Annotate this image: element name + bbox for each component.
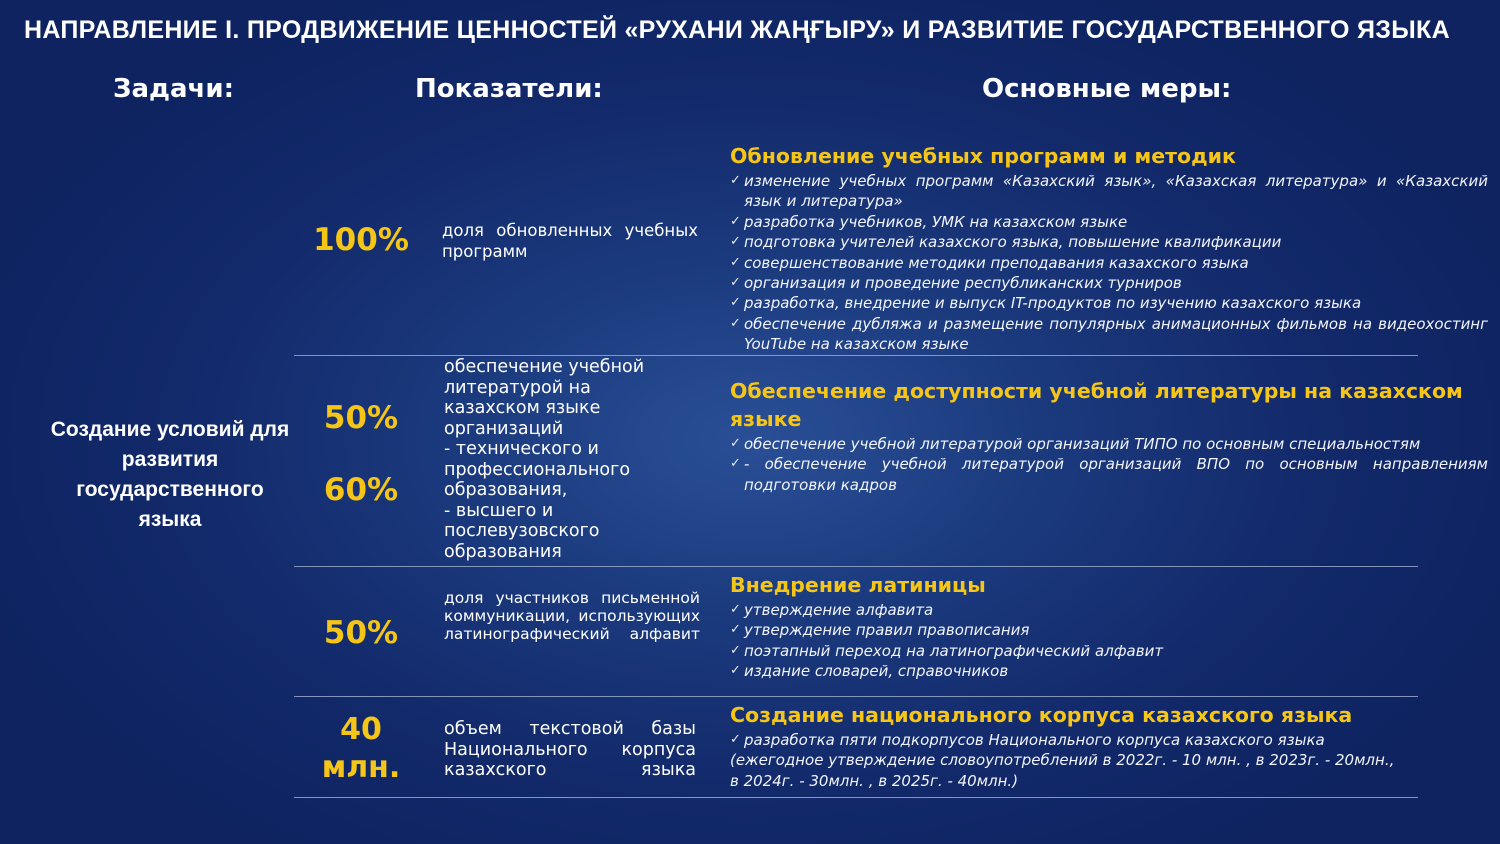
- measure-block: [730, 377, 1488, 495]
- measure-title: Обновление учебных программ и методик: [730, 144, 1236, 168]
- measure-title: Обеспечение доступности учебной литературы на казахском языке: [730, 379, 1463, 431]
- check-icon: ✓: [730, 315, 741, 331]
- indicator-unit: млн.: [321, 750, 401, 785]
- check-icon: ✓: [730, 436, 741, 451]
- indicator-line: послевузовского: [444, 521, 600, 541]
- measure-item: [730, 434, 1488, 454]
- measure-block: [730, 701, 1488, 791]
- check-icon: ✓: [730, 642, 741, 658]
- measure-item: [730, 730, 1488, 750]
- measure-item: [730, 661, 1488, 681]
- measure-item-text: обеспечение учебной литературой организаций ТИПО по основным специальностям: [744, 435, 1421, 453]
- measure-item: [730, 600, 1488, 620]
- indicator-line: образования,: [444, 480, 568, 500]
- indicator-text: объем текстовой базы Национального корпуса казахского языка: [444, 719, 696, 780]
- indicator-value: 50%: [323, 615, 399, 651]
- row-divider: [294, 566, 1418, 567]
- indicator-text: [444, 357, 700, 562]
- indicator-line: - высшего и: [444, 500, 554, 521]
- check-icon: ✓: [730, 732, 741, 747]
- measure-item: [730, 212, 1488, 232]
- measure-item: [730, 232, 1488, 252]
- measure-item-text: организация и проведение республиканских турниров: [744, 274, 1182, 293]
- measure-item: [730, 273, 1488, 293]
- measure-note-line: (ежегодное утверждение словоупотреблений в 2022г. - 10 млн. , в 2023г. - 20млн.,: [730, 751, 1395, 770]
- measure-item-text: обеспечение дубляжа и размещение популярных анимационных фильмов на видеохостинг YouTube на казахском языке: [744, 314, 1488, 354]
- indicator-line: казахском языке: [444, 398, 601, 418]
- indicator-text: доля обновленных учебных программ: [442, 221, 698, 261]
- indicator-line: литературой на: [444, 377, 591, 398]
- measure-title: Создание национального корпуса казахского языка: [730, 703, 1353, 727]
- measure-item-text: разработка, внедрение и выпуск IT-продуктов по изучению казахского языка: [744, 294, 1362, 313]
- indicator-value: 40: [340, 712, 382, 747]
- check-icon: ✓: [730, 295, 741, 311]
- indicator-value: 60%: [323, 472, 399, 508]
- indicator-line: - технического и: [444, 439, 599, 459]
- column-header-measures: Основные меры:: [982, 74, 1232, 104]
- indicator-text: доля участников письменной коммуникации, использующих латинографический алфавит: [444, 589, 700, 643]
- check-icon: ✓: [730, 456, 741, 472]
- measure-item: [730, 253, 1488, 273]
- measure-item-text: утверждение правил правописания: [744, 621, 1030, 640]
- measure-block: [730, 142, 1488, 355]
- indicator-line: организаций: [444, 418, 564, 439]
- column-header-indicators: Показатели:: [415, 74, 603, 104]
- measure-item-text: изменение учебных программ «Казахский язык», «Казахская литература» и «Казахский язык и литература»: [744, 172, 1488, 211]
- measure-item: [730, 314, 1488, 355]
- check-icon: ✓: [730, 254, 741, 270]
- indicator-value: 50%: [323, 400, 399, 436]
- measure-note-line: в 2024г. - 30млн. , в 2025г. - 40млн.): [730, 771, 1019, 790]
- measure-item: [730, 454, 1488, 495]
- check-icon: ✓: [730, 663, 741, 679]
- measure-item: [730, 171, 1488, 212]
- measure-list: [730, 171, 1488, 355]
- measure-title: Внедрение латиницы: [730, 573, 986, 597]
- task-text: Создание условий для развития государственного языка: [50, 418, 290, 531]
- indicator-line: профессионального: [444, 459, 631, 480]
- check-icon: ✓: [730, 173, 741, 188]
- measure-item-text: совершенствование методики преподавания казахского языка: [744, 253, 1249, 272]
- measure-item-text: издание словарей, справочников: [744, 662, 1009, 681]
- indicator-line: образования: [444, 541, 562, 562]
- page-title: НАПРАВЛЕНИЕ I. ПРОДВИЖЕНИЕ ЦЕННОСТЕЙ «РУХАНИ ЖАҢҒЫРУ» И РАЗВИТИЕ ГОСУДАРСТВЕННОГО ЯЗЫКА: [24, 16, 1450, 44]
- row-divider: [294, 696, 1418, 697]
- measure-item-text: - обеспечение учебной литературой организаций ВПО по основным направлениям подготовки кадров: [744, 455, 1488, 494]
- measure-item: [730, 293, 1488, 313]
- measure-list: [730, 434, 1488, 495]
- check-icon: ✓: [730, 275, 741, 291]
- measure-list: [730, 730, 1488, 750]
- indicator-line: обеспечение учебной: [444, 357, 645, 377]
- indicator-value: 100%: [313, 222, 409, 258]
- measure-item-text: утверждение алфавита: [744, 601, 934, 619]
- measure-item-text: подготовка учителей казахского языка, повышение квалификации: [744, 233, 1282, 252]
- measure-item-text: разработка пяти подкорпусов Национального корпуса казахского языка: [744, 731, 1325, 749]
- measure-list: [730, 600, 1488, 682]
- check-icon: ✓: [730, 622, 741, 638]
- measure-item: [730, 641, 1488, 661]
- row-divider: [294, 355, 1418, 356]
- measure-item-text: поэтапный переход на латинографический алфавит: [744, 641, 1164, 660]
- row-divider: [294, 797, 1418, 798]
- measure-item-text: разработка учебников, УМК на казахском языке: [744, 212, 1128, 231]
- check-icon: ✓: [730, 234, 741, 250]
- column-header-tasks: Задачи:: [113, 74, 235, 104]
- measure-item: [730, 620, 1488, 640]
- check-icon: ✓: [730, 213, 741, 229]
- measure-block: [730, 571, 1488, 682]
- check-icon: ✓: [730, 602, 741, 617]
